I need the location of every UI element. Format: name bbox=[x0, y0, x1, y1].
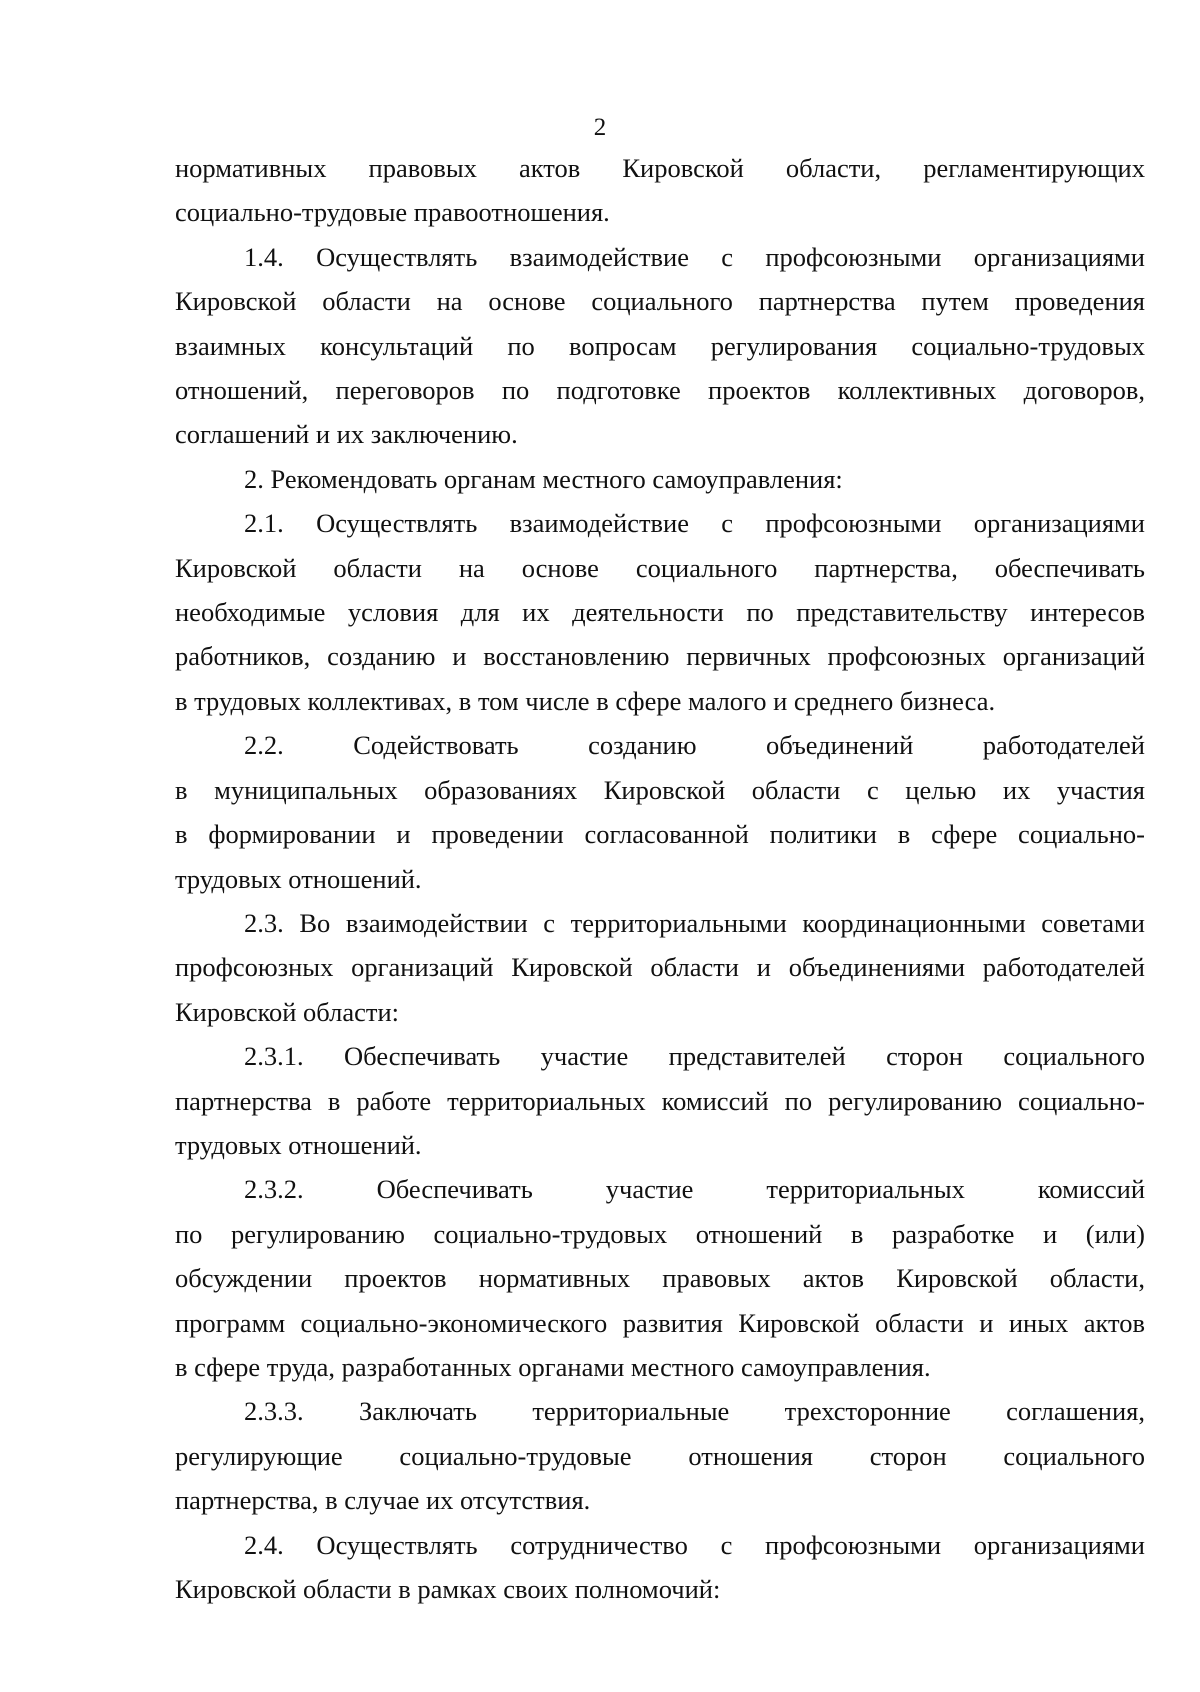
text-line: в формировании и проведении согласованной политики в сфере социально- bbox=[175, 819, 1145, 850]
text-line: 2.2. Содействовать созданию объединений работодателей bbox=[244, 730, 1145, 761]
paragraph-2-3-2 bbox=[175, 1167, 1145, 1389]
text-line: нормативных правовых актов Кировской области, регламентирующих bbox=[175, 153, 1145, 183]
text-line: социально-трудовые правоотношения. bbox=[175, 197, 610, 228]
paragraph-1-4 bbox=[175, 235, 1145, 457]
text-line: трудовых отношений. bbox=[175, 1129, 422, 1160]
text-line: 2.3. Во взаимодействии с территориальными координационными советами bbox=[244, 907, 1145, 938]
text-line: по регулированию социально-трудовых отношений в разработке и (или) bbox=[175, 1218, 1145, 1249]
paragraph-2 bbox=[175, 457, 1145, 501]
paragraph-2-2 bbox=[175, 723, 1145, 901]
text-line: партнерства в работе территориальных комиссий по регулированию социально- bbox=[175, 1085, 1145, 1116]
text-line: программ социально-экономического развития Кировской области и иных актов bbox=[175, 1307, 1145, 1338]
paragraph-2-4 bbox=[175, 1523, 1145, 1612]
text-line: 2.1. Осуществлять взаимодействие с профсоюзными организациями bbox=[244, 508, 1145, 539]
text-line: отношений, переговоров по подготовке проектов коллективных договоров, bbox=[175, 375, 1145, 406]
paragraph-2-3 bbox=[175, 901, 1145, 1034]
text-line: профсоюзных организаций Кировской области и объединениями работодателей bbox=[175, 952, 1145, 983]
paragraph-continuation bbox=[175, 146, 1145, 235]
text-line: в трудовых коллективах, в том числе в сфере малого и среднего бизнеса. bbox=[175, 685, 996, 716]
text-line: в муниципальных образованиях Кировской области с целью их участия bbox=[175, 774, 1145, 805]
text-line: Кировской области: bbox=[175, 996, 400, 1027]
paragraph-2-1 bbox=[175, 501, 1145, 723]
text-line: Кировской области в рамках своих полномочий: bbox=[175, 1574, 721, 1604]
text-line: 2.4. Осуществлять сотрудничество с профсоюзными организациями bbox=[244, 1529, 1145, 1560]
text-line: соглашений и их заключению. bbox=[175, 419, 518, 450]
text-line: 1.4. Осуществлять взаимодействие с профсоюзными организациями bbox=[244, 241, 1145, 272]
paragraph-2-3-1 bbox=[175, 1034, 1145, 1167]
paragraph-2-3-3 bbox=[175, 1389, 1145, 1522]
document-body bbox=[175, 146, 1145, 1611]
text-line: регулирующие социально-трудовые отношения сторон социального bbox=[175, 1440, 1145, 1471]
text-line: обсуждении проектов нормативных правовых актов Кировской области, bbox=[175, 1263, 1145, 1294]
text-line: необходимые условия для их деятельности по представительству интересов bbox=[175, 597, 1145, 628]
page-number: 2 bbox=[593, 114, 607, 141]
text-line: 2. Рекомендовать органам местного самоуправления: bbox=[244, 463, 843, 494]
text-line: трудовых отношений. bbox=[175, 863, 422, 894]
text-line: 2.3.2. Обеспечивать участие территориальных комиссий bbox=[244, 1174, 1145, 1205]
text-line: в сфере труда, разработанных органами местного самоуправления. bbox=[175, 1351, 931, 1382]
text-line: партнерства, в случае их отсутствия. bbox=[175, 1485, 591, 1516]
text-line: 2.3.1. Обеспечивать участие представителей сторон социального bbox=[244, 1041, 1145, 1072]
text-line: взаимных консультаций по вопросам регулирования социально-трудовых bbox=[175, 330, 1145, 361]
text-line: 2.3.3. Заключать территориальные трехсторонние соглашения, bbox=[244, 1396, 1145, 1427]
text-line: работников, созданию и восстановлению первичных профсоюзных организаций bbox=[175, 641, 1145, 672]
text-line: Кировской области на основе социального партнерства путем проведения bbox=[175, 286, 1145, 317]
text-line: Кировской области на основе социального партнерства, обеспечивать bbox=[175, 552, 1145, 583]
